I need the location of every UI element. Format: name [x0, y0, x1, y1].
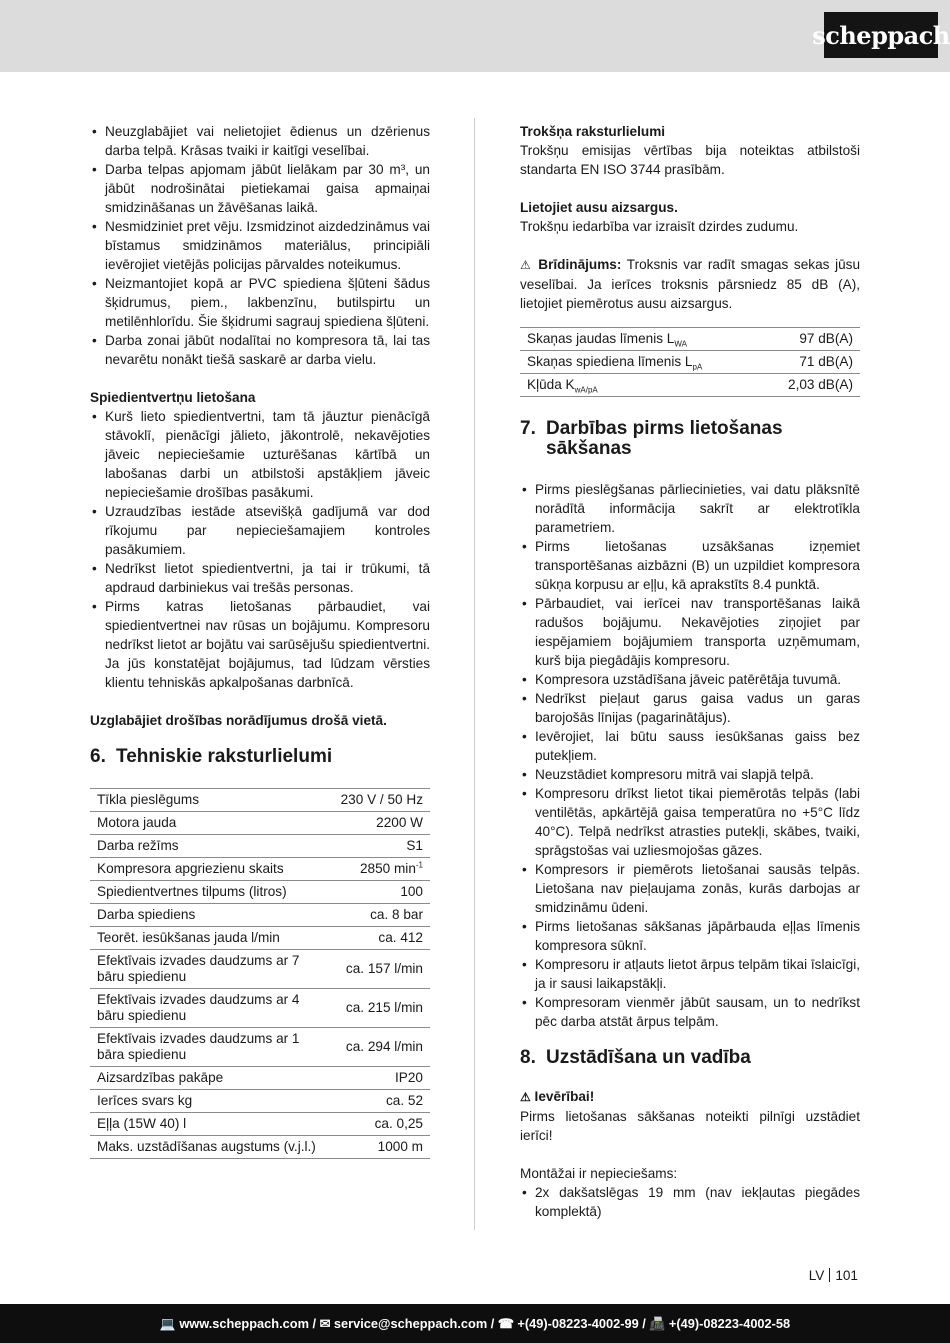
table-row: Aizsardzības pakāpe IP20 [90, 1067, 430, 1090]
noise-table [520, 327, 860, 397]
list-item: • Nedrīkst lietot spiedientvertni, ja tai ir trūkumi, tā apdraud darbiniekus vai trešās personas. [90, 559, 430, 597]
noise-text: Trokšņu emisijas vērtības bija noteiktas atbilstoši standarta EN ISO 3744 prasībām. [520, 143, 860, 177]
list-item: • Neizmantojiet kopā ar PVC spiediena šļūteni šādus šķidrumus, piem., lakbenzīnu, butilspirtu un metilēnhlorīdu. Šie šķidrumi sagrauj spiediena šļūteni. [90, 274, 430, 331]
noise-warning: ⚠ Brīdinājums: Troksnis var radīt smagas sekas jūsu veselībai. Ja ierīces troksnis pārsniedz 85 dB (A), lietojiet piemērotus ausu aizsargus. [520, 257, 861, 311]
left-column [90, 122, 430, 1159]
warning-icon: ⚠ [520, 1090, 531, 1104]
attention-heading: ⚠ Ievērībai! [520, 1089, 595, 1104]
table-row: Skaņas spiediena līmenis $L_{pA}$ 71 dB(A) [520, 351, 860, 374]
list-item: • Kompresoram vienmēr jābūt sausam, un to nedrīkst pēc darba atstāt ārpus telpām. [520, 993, 860, 1031]
table-row: Kompresora apgriezienu skaits 2850 $\min^{-1}$ [90, 858, 430, 881]
contact-footer: 💻 www.scheppach.com / ✉ service@scheppach.com / ☎ +(49)-08223-4002-99 / 📠 +(49)-08223-4002-58 [0, 1304, 950, 1343]
pressure-vessel-list [90, 407, 430, 692]
page-number: LV 101 [808, 1268, 858, 1283]
ear-protection-text: Trokšņu iedarbība var izraisīt dzirdes zudumu. [520, 219, 799, 234]
keep-instructions-note: Uzglabājiet drošības norādījumus drošā vietā. [90, 713, 387, 728]
section-8-title: 8. Uzstādīšana un vadība [520, 1047, 751, 1068]
list-item: • Pirms katras lietošanas pārbaudiet, vai spiedientvertnei nav rūsas un bojājumu. Kompresoru nedrīkst lietot ar bojātu vai sarūsējušu spiedientvertni. Ja jūs konstatējat bojājumus, tad lūdzam vērsties klientu tehniskās apkalpošanas darbnīcā. [90, 597, 430, 692]
column-divider [474, 118, 475, 1230]
right-column [520, 122, 860, 1221]
section-7-title: 7. Darbības pirms lietošanas sākšanas [520, 418, 783, 459]
list-item: • Pārbaudiet, vai ierīcei nav transportēšanas laikā radušos bojājumu. Nekavējoties ziņojiet par iespējamiem bojājumiem transporta uzņēmumam, kurš bija piegādājis kompresoru. [520, 594, 860, 670]
list-item: • Neuzglabājiet vai nelietojiet ēdienus un dzērienus darba telpā. Krāsas tvaiki ir kaitīgi veselībai. [90, 122, 430, 160]
list-item: • Ievērojiet, lai būtu sauss iesūkšanas gaiss bez putekļiem. [520, 727, 860, 765]
list-item: • 2x dakšatslēgas 19 mm (nav iekļautas piegādes komplektā) [520, 1183, 860, 1221]
table-row: Darba spiediens ca. 8 bar [90, 904, 430, 927]
table-row: Eļļa (15W 40) l ca. 0,25 [90, 1113, 430, 1136]
list-item: • Nedrīkst pieļaut garus gaisa vadus un garas barojošās līnijas (pagarinātājus). [520, 689, 860, 727]
ear-protection-heading: Lietojiet ausu aizsargus. [520, 200, 678, 215]
scheppach-logo: scheppach [824, 12, 938, 58]
table-row: Spiedientvertnes tilpums (litros) 100 [90, 881, 430, 904]
preparation-list [520, 480, 860, 1031]
list-item: • Darba telpas apjomam jābūt lielākam par 30 m³, un jābūt nodrošinātai pietiekamai gaisa apmaiņai smidzināšanas un žāvēšanas laikā. [90, 160, 430, 217]
assembly-list [520, 1183, 860, 1221]
table-row: Maks. uzstādīšanas augstums (v.j.l.) 1000 m [90, 1136, 430, 1159]
attention-text: Pirms lietošanas sākšanas noteikti pilnīgi uzstādiet ierīci! [520, 1109, 860, 1143]
subheading-pressure-vessels: Spiedientvertņu lietošana [90, 390, 256, 405]
list-item: • Kompresora uzstādīšana jāveic patērētāja tuvumā. [520, 670, 860, 689]
list-item: • Kompresoru drīkst lietot tikai piemērotās telpās (labi ventilētās, apkārtējā gaisa temperatūra no +5°C līdz 40°C). Telpā nedrīkst atrasties putekļi, skābes, tvaiki, sprāgstošas vai uzliesmojošas gāzes. [520, 784, 860, 860]
list-item: • Pirms lietošanas uzsākšanas izņemiet transportēšanas aizbāzni (B) un uzpildiet kompresora sūkņa korpusu ar eļļu, kā aprakstīts 8.4 punktā. [520, 537, 860, 594]
table-row: Kļūda $K_{wA/pA}$ 2,03 dB(A) [520, 374, 860, 397]
noise-heading: Trokšņa raksturlielumi [520, 124, 666, 139]
list-item: • Darba zonai jābūt nodalītai no kompresora tā, lai tas nevarētu nonākt tiešā saskarē ar darba vielu. [90, 331, 430, 369]
warning-icon: ⚠ [520, 258, 533, 272]
table-row: Efektīvais izvades daudzums ar 4 bāru spiedienu ca. 215 l/min [90, 989, 430, 1028]
list-item: • Kompresors ir piemērots lietošanai sausās telpās. Lietošana nav pieļaujama zonās, kurās darbojas ar smidzināmu ūdeni. [520, 860, 860, 917]
table-row: Teorēt. iesūkšanas jauda l/min ca. 412 [90, 927, 430, 950]
safety-list [90, 122, 430, 369]
table-row: Ierīces svars kg ca. 52 [90, 1090, 430, 1113]
list-item: • Pirms lietošanas sākšanas jāpārbauda eļļas līmenis kompresora sūknī. [520, 917, 860, 955]
table-row: Darba režīms S1 [90, 835, 430, 858]
list-item: • Uzraudzības iestāde atsevišķā gadījumā var dod rīkojumu par nepieciešamajiem kontroles pasākumiem. [90, 502, 430, 559]
technical-data-table [90, 788, 430, 1159]
list-item: • Pirms pieslēgšanas pārliecinieties, vai datu plāksnītē norādītā informācija sakrīt ar elektrotīkla parametriem. [520, 480, 860, 537]
section-6-title: 6. Tehniskie raksturlielumi [90, 746, 333, 767]
table-row: Efektīvais izvades daudzums ar 1 bāra spiedienu ca. 294 l/min [90, 1028, 430, 1067]
list-item: • Kurš lieto spiedientvertni, tam tā jāuztur pienācīgā stāvoklī, pienācīgi jālieto, jākontrolē, nekavējoties jāveic nepieciešamie uzturēšanas kārtībā un labošanas darbi un atbilstoši apstākļiem jāveic nepieciešamie drošības pasākumi. [90, 407, 430, 502]
page-header [0, 0, 950, 72]
list-item: • Kompresoru ir atļauts lietot ārpus telpām tikai īslaicīgi, ja ir sausi laikapstākļi. [520, 955, 860, 993]
table-row: Tīkla pieslēgums 230 V / 50 Hz [90, 789, 430, 812]
list-item: • Nesmidziniet pret vēju. Izsmidzinot aizdedzināmus vai bīstamus smidzināmos materiālus, principiāli ievērojiet vietējās policijas pārvaldes noteikumus. [90, 217, 430, 274]
list-item: • Neuzstādiet kompresoru mitrā vai slapjā telpā. [520, 765, 860, 784]
table-row: Motora jauda 2200 W [90, 812, 430, 835]
table-row: Skaņas jaudas līmenis $L_{WA}$ 97 dB(A) [520, 328, 860, 351]
assembly-intro: Montāžai ir nepieciešams: [520, 1166, 678, 1181]
table-row: Efektīvais izvades daudzums ar 7 bāru spiedienu ca. 157 l/min [90, 950, 430, 989]
